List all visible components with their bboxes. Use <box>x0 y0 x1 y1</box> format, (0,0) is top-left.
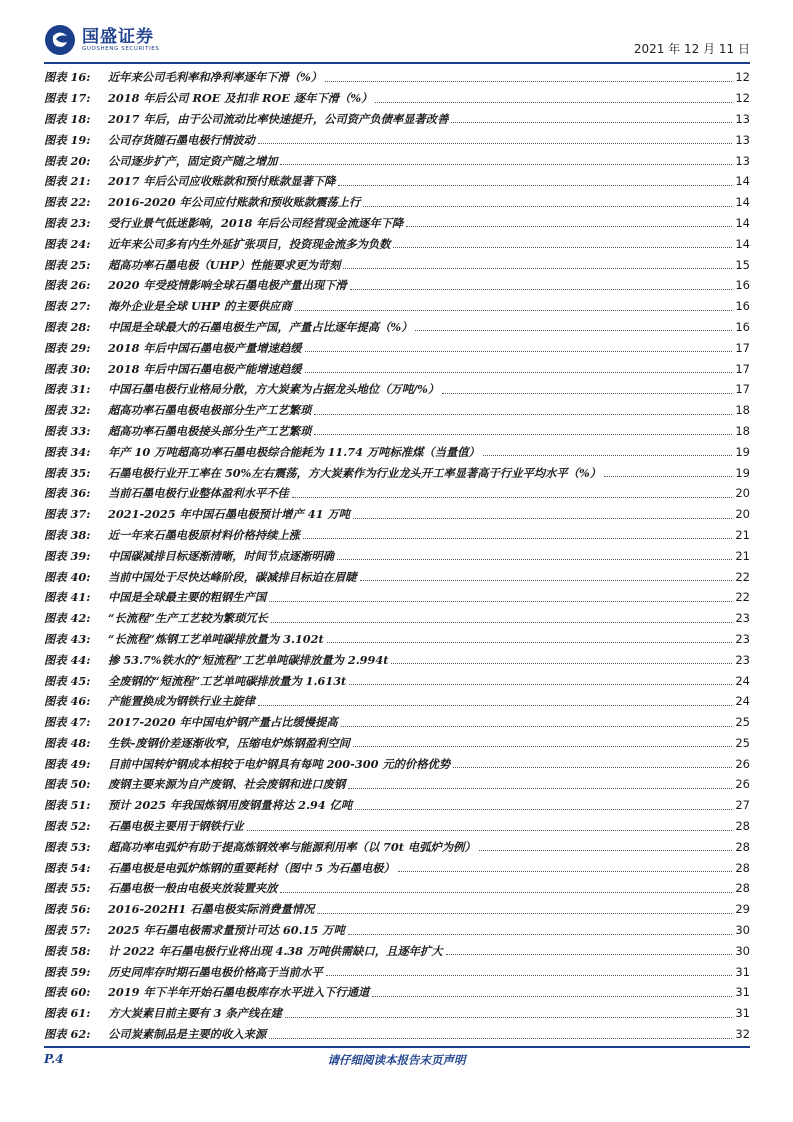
toc-figure-title: 2021-2025 年中国石墨电极预计增产 41 万吨 <box>108 507 350 522</box>
toc-entry[interactable] <box>44 254 750 275</box>
toc-figure-title: 石墨电极是电弧炉炼钢的重要耗材（图中 5 为石墨电极） <box>108 860 395 875</box>
toc-page-number: 23 <box>735 652 750 667</box>
toc-page-number: 22 <box>735 569 750 584</box>
toc-entry[interactable] <box>44 608 750 629</box>
toc-entry[interactable] <box>44 733 750 754</box>
toc-page-number: 30 <box>735 923 750 938</box>
toc-dot-leader <box>280 164 732 165</box>
toc-figure-title: 2016-202H1 石墨电极实际消费量情况 <box>108 902 315 917</box>
toc-entry[interactable] <box>44 1024 750 1045</box>
toc-entry[interactable] <box>44 171 750 192</box>
toc-entry[interactable] <box>44 878 750 899</box>
toc-figure-label: 图表 60: <box>44 985 91 1000</box>
toc-entry[interactable] <box>44 649 750 670</box>
toc-page-number: 31 <box>735 964 750 979</box>
toc-figure-title: 超高功率石墨电极（UHP）性能要求更为苛刻 <box>108 257 341 272</box>
toc-page-number: 16 <box>735 319 750 334</box>
toc-page-number: 28 <box>735 839 750 854</box>
toc-figure-title: 方大炭素目前主要有 3 条产线在建 <box>108 1006 282 1021</box>
toc-figure-label: 图表 58: <box>44 943 91 958</box>
toc-figure-label: 图表 28: <box>44 319 91 334</box>
toc-entry[interactable] <box>44 857 750 878</box>
toc-entry[interactable] <box>44 587 750 608</box>
toc-page-number: 25 <box>735 715 750 730</box>
toc-entry[interactable] <box>44 421 750 442</box>
toc-page-number: 14 <box>735 215 750 230</box>
toc-figure-title: 2025 年石墨电极需求量预计可达 60.15 万吨 <box>108 923 345 938</box>
toc-figure-title: 预计 2025 年我国炼钢用废钢量将达 2.94 亿吨 <box>108 798 353 813</box>
toc-figure-label: 图表 27: <box>44 299 91 314</box>
toc-dot-leader <box>446 954 733 955</box>
toc-dot-leader <box>271 622 733 623</box>
toc-entry[interactable] <box>44 816 750 837</box>
toc-dot-leader <box>479 850 733 851</box>
toc-figure-title: 生铁-废钢价差逐渐收窄，压缩电炉炼钢盈利空间 <box>108 735 350 750</box>
toc-figure-label: 图表 62: <box>44 1027 91 1042</box>
toc-dot-leader <box>391 663 732 664</box>
toc-dot-leader <box>338 185 732 186</box>
toc-entry[interactable] <box>44 213 750 234</box>
toc-figure-title: 计 2022 年石墨电极行业将出现 4.38 万吨供需缺口，且逐年扩大 <box>108 943 443 958</box>
toc-dot-leader <box>258 705 732 706</box>
toc-dot-leader <box>341 726 733 727</box>
toc-figure-label: 图表 23: <box>44 215 91 230</box>
toc-page-number: 18 <box>735 403 750 418</box>
toc-dot-leader <box>337 559 732 560</box>
toc-figure-label: 图表 30: <box>44 361 91 376</box>
page-header <box>44 20 750 60</box>
toc-figure-title: 废钢主要来源为自产废钢、社会废钢和进口废钢 <box>108 777 346 792</box>
toc-figure-label: 图表 53: <box>44 839 91 854</box>
toc-page-number: 13 <box>735 132 750 147</box>
toc-figure-label: 图表 46: <box>44 694 91 709</box>
toc-entry[interactable] <box>44 67 750 88</box>
toc-page-number: 28 <box>735 881 750 896</box>
toc-entry[interactable] <box>44 670 750 691</box>
page-number: P.4 <box>44 1052 64 1066</box>
logo-mark-icon <box>44 24 76 56</box>
toc-page-number: 16 <box>735 278 750 293</box>
toc-entry[interactable] <box>44 483 750 504</box>
toc-entry[interactable] <box>44 296 750 317</box>
toc-figure-title: 公司逐步扩产，固定资产随之增加 <box>108 153 278 168</box>
toc-figure-label: 图表 31: <box>44 382 91 397</box>
toc-figure-label: 图表 37: <box>44 507 91 522</box>
toc-figure-title: 历史同库存时期石墨电极价格高于当前水平 <box>108 964 323 979</box>
toc-figure-label: 图表 54: <box>44 860 91 875</box>
toc-entry[interactable] <box>44 379 750 400</box>
toc-entry[interactable] <box>44 504 750 525</box>
toc-page-number: 23 <box>735 631 750 646</box>
toc-dot-leader <box>317 913 732 914</box>
toc-dot-leader <box>350 289 733 290</box>
toc-figure-title: 掺 53.7%铁水的“短流程”工艺单吨碳排放量为 2.994t <box>108 652 389 667</box>
toc-figure-label: 图表 50: <box>44 777 91 792</box>
toc-figure-title: “长流程”生产工艺较为繁琐冗长 <box>108 611 268 626</box>
toc-figure-label: 图表 34: <box>44 444 91 459</box>
toc-page-number: 20 <box>735 486 750 501</box>
toc-dot-leader <box>353 518 732 519</box>
toc-entry[interactable] <box>44 836 750 857</box>
report-date: 2021 年 12 月 11 日 <box>633 42 750 56</box>
toc-figure-label: 图表 25: <box>44 257 91 272</box>
toc-dot-leader <box>303 538 732 539</box>
toc-figure-label: 图表 32: <box>44 403 91 418</box>
toc-figure-title: 2017 年后公司应收账款和预付账款显著下降 <box>108 174 336 189</box>
toc-page-number: 19 <box>735 465 750 480</box>
toc-figure-label: 图表 45: <box>44 673 91 688</box>
toc-figure-title: 2018 年后中国石墨电极产量增速趋缓 <box>108 340 302 355</box>
toc-figure-label: 图表 22: <box>44 195 91 210</box>
toc-page-number: 26 <box>735 777 750 792</box>
toc-dot-leader <box>355 809 732 810</box>
toc-entry[interactable] <box>44 275 750 296</box>
toc-figure-label: 图表 16: <box>44 70 91 85</box>
toc-dot-leader <box>483 455 733 456</box>
toc-figure-label: 图表 61: <box>44 1006 91 1021</box>
toc-figure-title: 中国石墨电极行业格局分散，方大炭素为占据龙头地位（万吨/%） <box>108 382 440 397</box>
toc-page-number: 17 <box>735 382 750 397</box>
toc-entry[interactable] <box>44 525 750 546</box>
toc-dot-leader <box>285 1017 732 1018</box>
toc-page-number: 18 <box>735 423 750 438</box>
toc-dot-leader <box>269 1038 732 1039</box>
toc-page-number: 27 <box>735 798 750 813</box>
toc-figure-label: 图表 40: <box>44 569 91 584</box>
toc-figure-label: 图表 29: <box>44 340 91 355</box>
toc-figure-label: 图表 52: <box>44 819 91 834</box>
toc-dot-leader <box>360 580 733 581</box>
logo <box>44 24 159 56</box>
toc-entry[interactable] <box>44 795 750 816</box>
toc-page-number: 20 <box>735 507 750 522</box>
toc-dot-leader <box>295 310 733 311</box>
toc-figure-title: 海外企业是全球 UHP 的主要供应商 <box>108 299 292 314</box>
toc-figure-label: 图表 59: <box>44 964 91 979</box>
toc-figure-title: 公司存货随石墨电极行情波动 <box>108 132 255 147</box>
toc-figure-title: 2017 年后，由于公司流动比率快速提升，公司资产负债率显著改善 <box>108 111 449 126</box>
toc-figure-label: 图表 33: <box>44 423 91 438</box>
toc-figure-title: 近年来公司多有内生外延扩张项目，投资现金流多为负数 <box>108 236 391 251</box>
toc-entry[interactable] <box>44 441 750 462</box>
toc-figure-title: 石墨电极一般由电极夹放装置夹放 <box>108 881 278 896</box>
toc-page-number: 26 <box>735 756 750 771</box>
toc-figure-title: 石墨电极主要用于钢铁行业 <box>108 819 244 834</box>
toc-figure-title: 2018 年后中国石墨电极产能增速趋缓 <box>108 361 302 376</box>
toc-figure-title: 当前石墨电极行业整体盈利水平不佳 <box>108 486 289 501</box>
toc-page-number: 22 <box>735 590 750 605</box>
toc-entry[interactable] <box>44 920 750 941</box>
toc-figure-label: 图表 44: <box>44 652 91 667</box>
toc-page-number: 19 <box>735 444 750 459</box>
toc-dot-leader <box>398 871 733 872</box>
toc-figure-title: 近年来公司毛利率和净利率逐年下滑（%） <box>108 70 323 85</box>
figure-list <box>44 67 750 1044</box>
toc-figure-label: 图表 38: <box>44 527 91 542</box>
toc-page-number: 28 <box>735 819 750 834</box>
toc-page-number: 31 <box>735 1006 750 1021</box>
toc-dot-leader <box>442 393 732 394</box>
toc-figure-title: 2020 年受疫情影响全球石墨电极产量出现下滑 <box>108 278 347 293</box>
toc-figure-label: 图表 57: <box>44 923 91 938</box>
toc-entry[interactable] <box>44 400 750 421</box>
toc-dot-leader <box>325 81 732 82</box>
toc-entry[interactable] <box>44 129 750 150</box>
toc-page-number: 21 <box>735 527 750 542</box>
toc-figure-label: 图表 42: <box>44 611 91 626</box>
toc-figure-label: 图表 36: <box>44 486 91 501</box>
toc-figure-title: 2017-2020 年中国电炉钢产量占比缓慢提高 <box>108 715 338 730</box>
toc-page-number: 23 <box>735 611 750 626</box>
toc-figure-label: 图表 35: <box>44 465 91 480</box>
header-divider <box>44 62 750 64</box>
toc-figure-label: 图表 56: <box>44 902 91 917</box>
toc-dot-leader <box>292 497 733 498</box>
toc-dot-leader <box>372 996 732 997</box>
logo-english: GUOSHENG SECURITIES <box>82 45 160 52</box>
toc-dot-leader <box>314 414 732 415</box>
disclaimer-note: 请仔细阅读本报告末页声明 <box>327 1053 466 1067</box>
toc-dot-leader <box>343 268 732 269</box>
toc-entry[interactable] <box>44 753 750 774</box>
toc-figure-title: 当前中国处于尽快达峰阶段，碳减排目标迫在眉睫 <box>108 569 357 584</box>
toc-entry[interactable] <box>44 192 750 213</box>
toc-page-number: 17 <box>735 340 750 355</box>
toc-dot-leader <box>305 351 733 352</box>
toc-figure-title: 超高功率石墨电极接头部分生产工艺繁琐 <box>108 423 312 438</box>
toc-dot-leader <box>349 684 732 685</box>
toc-page-number: 14 <box>735 174 750 189</box>
toc-figure-label: 图表 24: <box>44 236 91 251</box>
toc-dot-leader <box>269 601 732 602</box>
toc-figure-label: 图表 43: <box>44 631 91 646</box>
toc-page-number: 24 <box>735 694 750 709</box>
toc-page-number: 28 <box>735 860 750 875</box>
toc-figure-title: 近一年来石墨电极原材料价格持续上涨 <box>108 527 301 542</box>
toc-dot-leader <box>258 143 732 144</box>
toc-entry[interactable] <box>44 774 750 795</box>
toc-figure-label: 图表 47: <box>44 715 91 730</box>
toc-page-number: 15 <box>735 257 750 272</box>
toc-entry[interactable] <box>44 629 750 650</box>
toc-entry[interactable] <box>44 961 750 982</box>
toc-figure-title: 超高功率石墨电极电极部分生产工艺繁琐 <box>108 403 312 418</box>
footer-divider <box>44 1046 750 1048</box>
toc-entry[interactable] <box>44 940 750 961</box>
toc-page-number: 17 <box>735 361 750 376</box>
toc-figure-title: 受行业景气低迷影响，2018 年后公司经营现金流逐年下降 <box>108 215 404 230</box>
toc-entry[interactable] <box>44 982 750 1003</box>
toc-figure-title: 2018 年后公司 ROE 及扣非 ROE 逐年下滑（%） <box>108 91 373 106</box>
toc-dot-leader <box>314 434 732 435</box>
toc-figure-label: 图表 18: <box>44 111 91 126</box>
toc-entry[interactable] <box>44 358 750 379</box>
toc-figure-label: 图表 19: <box>44 132 91 147</box>
toc-page-number: 30 <box>735 943 750 958</box>
toc-figure-label: 图表 39: <box>44 548 91 563</box>
toc-dot-leader <box>604 476 732 477</box>
toc-figure-label: 图表 20: <box>44 153 91 168</box>
toc-dot-leader <box>375 102 732 103</box>
toc-entry[interactable] <box>44 566 750 587</box>
toc-page-number: 31 <box>735 985 750 1000</box>
toc-dot-leader <box>305 372 733 373</box>
toc-dot-leader <box>348 934 733 935</box>
toc-figure-title: “长流程”炼钢工艺单吨碳排放量为 3.102t <box>108 631 324 646</box>
toc-page-number: 14 <box>735 195 750 210</box>
toc-dot-leader <box>406 226 732 227</box>
logo-name: 国盛证券 <box>82 26 154 47</box>
toc-dot-leader <box>453 767 732 768</box>
toc-page-number: 13 <box>735 153 750 168</box>
toc-dot-leader <box>451 122 732 123</box>
toc-page-number: 21 <box>735 548 750 563</box>
toc-figure-title: 中国是全球最主要的粗钢生产国 <box>108 590 267 605</box>
toc-page-number: 25 <box>735 735 750 750</box>
toc-figure-label: 图表 51: <box>44 798 91 813</box>
toc-entry[interactable] <box>44 88 750 109</box>
toc-figure-title: 2016-2020 年公司应付账款和预收账款震荡上行 <box>108 195 361 210</box>
toc-page-number: 12 <box>735 70 750 85</box>
toc-figure-title: 石墨电极行业开工率在 50%左右震荡，方大炭素作为行业龙头开工率显著高于行业平均水平（%） <box>108 465 602 480</box>
toc-figure-label: 图表 55: <box>44 881 91 896</box>
toc-figure-title: 超高功率电弧炉有助于提高炼钢效率与能源利用率（以 70t 电弧炉为例） <box>108 839 476 854</box>
toc-figure-label: 图表 49: <box>44 756 91 771</box>
toc-figure-title: 全废钢的“短流程”工艺单吨碳排放量为 1.613t <box>108 673 347 688</box>
toc-figure-label: 图表 17: <box>44 91 91 106</box>
toc-figure-label: 图表 41: <box>44 590 91 605</box>
toc-dot-leader <box>348 788 732 789</box>
toc-figure-label: 图表 48: <box>44 735 91 750</box>
toc-page-number: 16 <box>735 299 750 314</box>
toc-figure-title: 2019 年下半年开始石墨电极库存水平进入下行通道 <box>108 985 370 1000</box>
toc-dot-leader <box>247 830 733 831</box>
toc-page-number: 12 <box>735 91 750 106</box>
toc-page-number: 13 <box>735 111 750 126</box>
toc-dot-leader <box>353 746 732 747</box>
toc-entry[interactable] <box>44 109 750 130</box>
toc-dot-leader <box>326 975 733 976</box>
toc-entry[interactable] <box>44 1003 750 1024</box>
toc-figure-title: 目前中国转炉钢成本相较于电炉钢具有每吨 200-300 元的价格优势 <box>108 756 451 771</box>
toc-page-number: 14 <box>735 236 750 251</box>
toc-figure-title: 中国碳减排目标逐渐清晰，时间节点逐渐明确 <box>108 548 334 563</box>
toc-figure-label: 图表 26: <box>44 278 91 293</box>
toc-entry[interactable] <box>44 462 750 483</box>
toc-entry[interactable] <box>44 899 750 920</box>
toc-entry[interactable] <box>44 150 750 171</box>
toc-dot-leader <box>280 892 732 893</box>
toc-figure-label: 图表 21: <box>44 174 91 189</box>
toc-page-number: 32 <box>735 1027 750 1042</box>
toc-entry[interactable] <box>44 691 750 712</box>
toc-dot-leader <box>363 206 732 207</box>
toc-figure-title: 产能置换成为钢铁行业主旋律 <box>108 694 255 709</box>
toc-entry[interactable] <box>44 712 750 733</box>
toc-dot-leader <box>393 247 732 248</box>
toc-entry[interactable] <box>44 317 750 338</box>
toc-page-number: 29 <box>735 902 750 917</box>
toc-figure-title: 年产 10 万吨超高功率石墨电极综合能耗为 11.74 万吨标准煤（当量值） <box>108 444 480 459</box>
toc-figure-title: 公司炭素制品是主要的收入来源 <box>108 1027 267 1042</box>
toc-entry[interactable] <box>44 233 750 254</box>
toc-entry[interactable] <box>44 337 750 358</box>
toc-dot-leader <box>327 642 733 643</box>
toc-entry[interactable] <box>44 545 750 566</box>
toc-dot-leader <box>415 330 732 331</box>
toc-figure-title: 中国是全球最大的石墨电极生产国，产量占比逐年提高（%） <box>108 319 413 334</box>
toc-page-number: 24 <box>735 673 750 688</box>
